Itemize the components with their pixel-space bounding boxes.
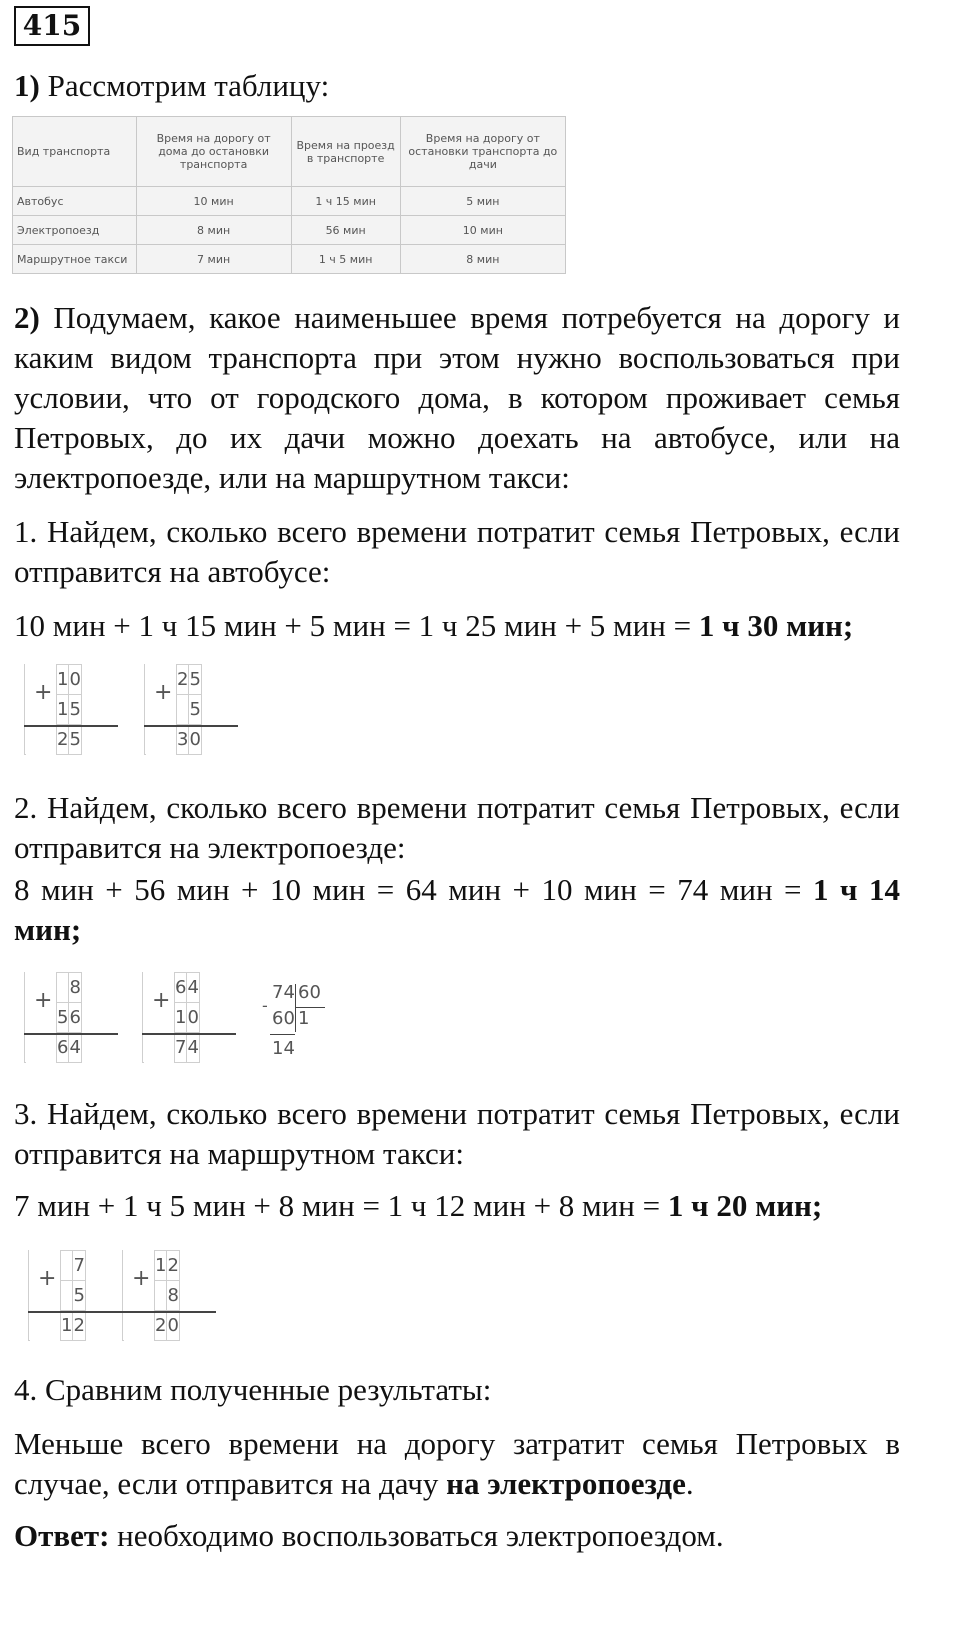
p1-label: 1) [14,68,40,103]
sign-cell [123,1311,124,1341]
sign-column-row [143,1033,144,1063]
addition-grid [56,972,82,1063]
sum-digit: 2 [155,1311,167,1341]
sign-cell [29,1251,30,1281]
sign-cell [25,1003,26,1033]
addition-row [177,725,202,755]
sum-digit: 2 [57,725,69,755]
answer-text: необходимо воспользоваться электропоездом. [109,1518,724,1553]
division-vline [295,984,296,1032]
addition-row [155,1281,180,1311]
addition-grid [176,664,202,755]
table-header-row [13,117,566,187]
addition-sign-column [28,1250,30,1341]
division-divisor: 60 [298,982,321,1003]
table-header: Время на дорогу от остановки транспорта до дачи [400,117,565,187]
addend-digit: 6 [175,973,187,1003]
addition-grid [56,664,82,755]
conclusion-text: Меньше всего времени на дорогу затратит семья Петровых в случае, если отправится на дачу [14,1426,900,1501]
addend-digit: 2 [167,1251,179,1281]
step-1-text: 1. Найдем, сколько всего времени потратит семья Петровых, если отправится на автобусе: [14,514,900,589]
sign-column-row [25,725,26,755]
addend-digit: 0 [69,665,81,695]
addition-sign-column [24,664,26,755]
addend-digit: 6 [69,1003,81,1033]
plus-sign: + [154,680,173,705]
addition-row [155,1251,180,1281]
division-remainder: 14 [272,1038,295,1059]
sign-column-row [25,665,26,695]
table-header: Время на проезд в транспорте [291,117,400,187]
division-quotient: 1 [298,1008,310,1029]
table-cell: Электропоезд [13,216,137,245]
sum-digit: 6 [57,1033,69,1063]
addition-row [175,1033,200,1063]
sign-column-row [25,973,26,1003]
addition-sign-column [142,972,144,1063]
conclusion-bold: на электропоезде [446,1466,686,1501]
answer-label: Ответ: [14,1518,110,1553]
addition-sign-column [24,972,26,1063]
addition-row [175,973,200,1003]
table-cell: 5 мин [400,187,565,216]
sign-cell [145,695,146,725]
p1-text: Рассмотрим таблицу: [39,68,330,103]
addend-digit: 0 [187,1003,199,1033]
addition-grid [174,972,200,1063]
addition-row [61,1281,86,1311]
sign-cell [123,1251,124,1281]
sign-cell [25,1033,26,1063]
step-4-text: 4. Сравним полученные результаты: [14,1372,492,1407]
plus-sign: + [38,1266,57,1291]
step-3-text: 3. Найдем, сколько всего времени потратит семья Петровых, если отправится на маршрутном такси: [14,1096,900,1171]
addend-digit [177,695,189,725]
conclusion [14,1424,900,1504]
addend-digit: 8 [167,1281,179,1311]
step-3-eq: 7 мин + 1 ч 5 мин + 8 мин = 1 ч 12 мин + 8 мин = [14,1188,668,1223]
sign-column-row [143,973,144,1003]
sum-digit: 2 [73,1311,85,1341]
addend-digit: 1 [155,1251,167,1281]
paragraph-1 [14,66,900,106]
addend-digit [61,1251,73,1281]
sum-line [144,725,238,727]
step-1-eq: 10 мин + 1 ч 15 мин + 5 мин = 1 ч 25 мин + 5 мин = [14,608,699,643]
task-number: 415 [14,6,90,46]
sign-column-row [145,695,146,725]
division-underline [270,1034,295,1035]
table-header: Время на дорогу от дома до остановки транспорта [136,117,291,187]
sum-digit: 3 [177,725,189,755]
sign-cell [25,725,26,755]
addition-row [57,665,82,695]
addition-row [175,1003,200,1033]
sign-column-row [25,1003,26,1033]
sign-column-row [123,1251,124,1281]
sign-column-row [143,1003,144,1033]
step-2-eq: 8 мин + 56 мин + 10 мин = 64 мин + 10 мин = 74 мин = [14,872,814,907]
sum-line [142,1033,236,1035]
sign-column-row [145,665,146,695]
division-hline [295,1007,325,1008]
plus-sign: + [34,680,53,705]
addition-sign-column [122,1250,124,1341]
table-cell: 8 мин [400,245,565,274]
sign-cell [145,725,146,755]
addend-digit [61,1281,73,1311]
transport-table [12,116,566,274]
addition-row [57,695,82,725]
sign-cell [29,1281,30,1311]
sum-line [24,725,118,727]
addend-digit: 2 [177,665,189,695]
table-cell: 1 ч 5 мин [291,245,400,274]
p2-text: Подумаем, какое наименьшее время потребуется на дорогу и каким видом транспорта при этом нужно воспользоваться при условии, что от городского дома, в котором проживает семья Петровых, до их дачи можно доехать на автобусе, или на электропоезде, или на маршрутном такси: [14,300,900,495]
table-header: Вид транспорта [13,117,137,187]
sum-digit: 0 [189,725,201,755]
sum-digit: 7 [175,1033,187,1063]
table-cell: Маршрутное такси [13,245,137,274]
addition-row [61,1311,86,1341]
addend-digit: 1 [57,665,69,695]
division-dividend: 74 [272,982,295,1003]
sign-column-row [29,1311,30,1341]
step-1-result: 1 ч 30 мин; [698,608,854,643]
sum-digit: 4 [69,1033,81,1063]
table-row [13,216,566,245]
addition-row [57,1033,82,1063]
step-2-result: 1 ч 14 мин; [14,872,900,947]
plus-sign: + [132,1266,151,1291]
division-minus: - [262,996,268,1015]
sum-line [24,1033,118,1035]
answer [14,1516,900,1556]
addition-sign-column [144,664,146,755]
addition-grid [154,1250,180,1341]
sum-digit: 1 [61,1311,73,1341]
table-cell: 8 мин [136,216,291,245]
addend-digit [155,1281,167,1311]
sum-digit: 5 [69,725,81,755]
step-3-equation [14,1186,900,1226]
table-cell: 56 мин [291,216,400,245]
sign-column-row [123,1281,124,1311]
sum-line [28,1311,122,1313]
addend-digit: 1 [175,1003,187,1033]
addition-row [177,695,202,725]
sum-digit: 4 [187,1033,199,1063]
table-cell: Автобус [13,187,137,216]
sign-cell [143,1003,144,1033]
addition-row [57,725,82,755]
table-cell: 10 мин [136,187,291,216]
addition-row [57,1003,82,1033]
table-row [13,187,566,216]
table-cell: 1 ч 15 мин [291,187,400,216]
sign-column-row [29,1281,30,1311]
step-2-equation [14,870,900,950]
sign-cell [143,1033,144,1063]
addend-digit: 1 [57,695,69,725]
sign-column-row [25,1033,26,1063]
long-division [262,982,332,1066]
addend-digit: 7 [73,1251,85,1281]
addend-digit: 5 [69,695,81,725]
addition-row [57,973,82,1003]
addition-row [155,1311,180,1341]
sign-column-row [25,695,26,725]
sign-cell [123,1281,124,1311]
addition-row [61,1251,86,1281]
addend-digit: 4 [187,973,199,1003]
division-subtrahend: 60 [272,1008,295,1029]
sign-column-row [145,725,146,755]
step-1-equation [14,606,900,646]
addend-digit: 5 [189,665,201,695]
plus-sign: + [152,988,171,1013]
sign-cell [25,665,26,695]
table-cell: 10 мин [400,216,565,245]
addend-digit: 8 [69,973,81,1003]
sign-cell [25,695,26,725]
step-2-text: 2. Найдем, сколько всего времени потратит семья Петровых, если отправится на электропоезде: [14,790,900,865]
table-row [13,245,566,274]
sign-cell [145,665,146,695]
sum-digit: 0 [167,1311,179,1341]
sign-cell [25,973,26,1003]
plus-sign: + [34,988,53,1013]
p2-label: 2) [14,300,40,335]
sign-column-row [123,1311,124,1341]
addend-digit: 5 [189,695,201,725]
conclusion-end: . [685,1466,694,1501]
addend-digit [57,973,69,1003]
addend-digit: 5 [57,1003,69,1033]
sign-cell [29,1311,30,1341]
table-cell: 7 мин [136,245,291,274]
sum-line [122,1311,216,1313]
step-3-result: 1 ч 20 мин; [667,1188,823,1223]
addition-grid [60,1250,86,1341]
paragraph-2 [14,298,900,498]
addition-row [177,665,202,695]
addend-digit: 5 [73,1281,85,1311]
sign-column-row [29,1251,30,1281]
sign-cell [143,973,144,1003]
